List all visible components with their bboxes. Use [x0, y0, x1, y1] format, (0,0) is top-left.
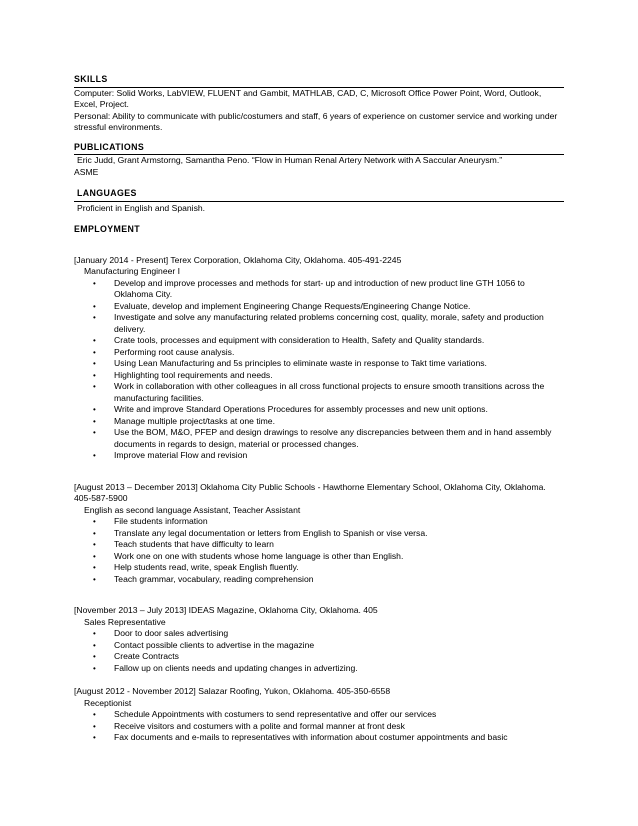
job-header: [August 2013 – December 2013] Oklahoma City Public Schools - Hawthorne Elementary School, Oklahoma City, Oklahoma. 405-587-5900: [74, 481, 546, 503]
list-item: • Manage multiple project/tasks at one time.: [114, 416, 564, 428]
list-item: • Use the BOM, M&O, PFEP and design drawings to resolve any discrepancies between them and in hand assembly documents in regards to design, material or processed changes.: [114, 427, 564, 450]
job-duties: [74, 516, 564, 585]
list-item: • Write and improve Standard Operations Procedures for assembly processes and new unit options.: [114, 404, 564, 416]
job-duties: [74, 709, 564, 744]
languages-section: [74, 188, 564, 214]
job-role: English as second language Assistant, Teacher Assistant: [84, 504, 301, 515]
job-header: [January 2014 - Present] Terex Corporation, Oklahoma City, Oklahoma. 405-491-2245: [74, 254, 402, 265]
skills-personal: Personal: Ability to communicate with public/costumers and staff, 6 years of experience on customer service and working under stressful environments.: [74, 110, 558, 132]
resume-page: [74, 74, 564, 744]
job-header: [November 2013 – July 2013] IDEAS Magazine, Oklahoma City, Oklahoma. 405: [74, 605, 378, 615]
job-duties: [74, 278, 564, 462]
skills-computer: Computer: Solid Works, LabVIEW, FLUENT and Gambit, MATHLAB, CAD, C, Microsoft Office Power Point, Word, Outlook, Excel, Project.: [74, 87, 542, 109]
employment-heading: EMPLOYMENT: [74, 224, 141, 234]
skills-section: [74, 74, 564, 134]
job-role: Sales Representative: [84, 616, 166, 627]
list-item: • Door to door sales advertising: [114, 628, 564, 640]
list-item: • Receive visitors and costumers with a polite and formal manner at front desk: [114, 721, 564, 733]
list-item: • Work one on one with students whose home language is other than English.: [114, 551, 564, 563]
list-item: • Schedule Appointments with costumers to send representative and offer our services: [114, 709, 564, 721]
publication-citation: Eric Judd, Grant Armstorng, Samantha Peno. “Flow in Human Renal Artery Network with A Saccular Aneurysm.”: [77, 155, 503, 165]
job-role: Manufacturing Engineer I: [84, 266, 181, 276]
employment-section: [74, 224, 564, 744]
publications-heading: PUBLICATIONS: [74, 142, 564, 156]
publications-section: [74, 142, 564, 179]
list-item: • Investigate and solve any manufacturing related problems concerning cost, quality, morale, safety and production delivery.: [114, 312, 564, 335]
list-item: • Evaluate, develop and implement Engineering Change Requests/Engineering Change Notice.: [114, 301, 564, 313]
list-item: • Improve material Flow and revision: [114, 450, 564, 462]
list-item: • Contact possible clients to advertise in the magazine: [114, 640, 564, 652]
job-header: [August 2012 - November 2012] Salazar Roofing, Yukon, Oklahoma. 405-350-6558: [74, 686, 391, 696]
list-item: • Work in collaboration with other colleagues in all cross functional projects to ensure smooth transitions across the manufacturing facilities.: [114, 381, 564, 404]
list-item: • Develop and improve processes and methods for start- up and introduction of new product line GTH 1056 to Oklahoma City.: [114, 278, 564, 301]
list-item: • Create Contracts: [114, 651, 564, 663]
list-item: • Fax documents and e-mails to representatives with information about costumer appointments and basic: [114, 732, 564, 744]
list-item: • Help students read, write, speak English fluently.: [114, 562, 564, 574]
list-item: • File students information: [114, 516, 564, 528]
list-item: • Highlighting tool requirements and needs.: [114, 370, 564, 382]
list-item: • Translate any legal documentation or letters from English to Spanish or vise versa.: [114, 528, 564, 540]
job-duties: [74, 628, 564, 674]
job-terex: [74, 255, 564, 462]
list-item: • Fallow up on clients needs and updating changes in advertizing.: [114, 663, 564, 675]
skills-heading: SKILLS: [74, 74, 564, 88]
list-item: • Teach students that have difficulty to learn: [114, 539, 564, 551]
job-role: Receptionist: [84, 697, 132, 708]
job-ideas-magazine: [74, 605, 564, 674]
languages-text: Proficient in English and Spanish.: [74, 201, 564, 215]
list-item: • Using Lean Manufacturing and 5s principles to eliminate waste in response to Takt time variations.: [114, 358, 564, 370]
job-oklahoma-city-public-schools: [74, 482, 564, 586]
publication-venue: ASME: [74, 166, 99, 177]
job-salazar-roofing: [74, 686, 564, 744]
list-item: • Performing root cause analysis.: [114, 347, 564, 359]
list-item: • Teach grammar, vocabulary, reading comprehension: [114, 574, 564, 586]
list-item: • Crate tools, processes and equipment with consideration to Health, Safety and Quality standards.: [114, 335, 564, 347]
languages-heading: LANGUAGES: [77, 188, 137, 198]
